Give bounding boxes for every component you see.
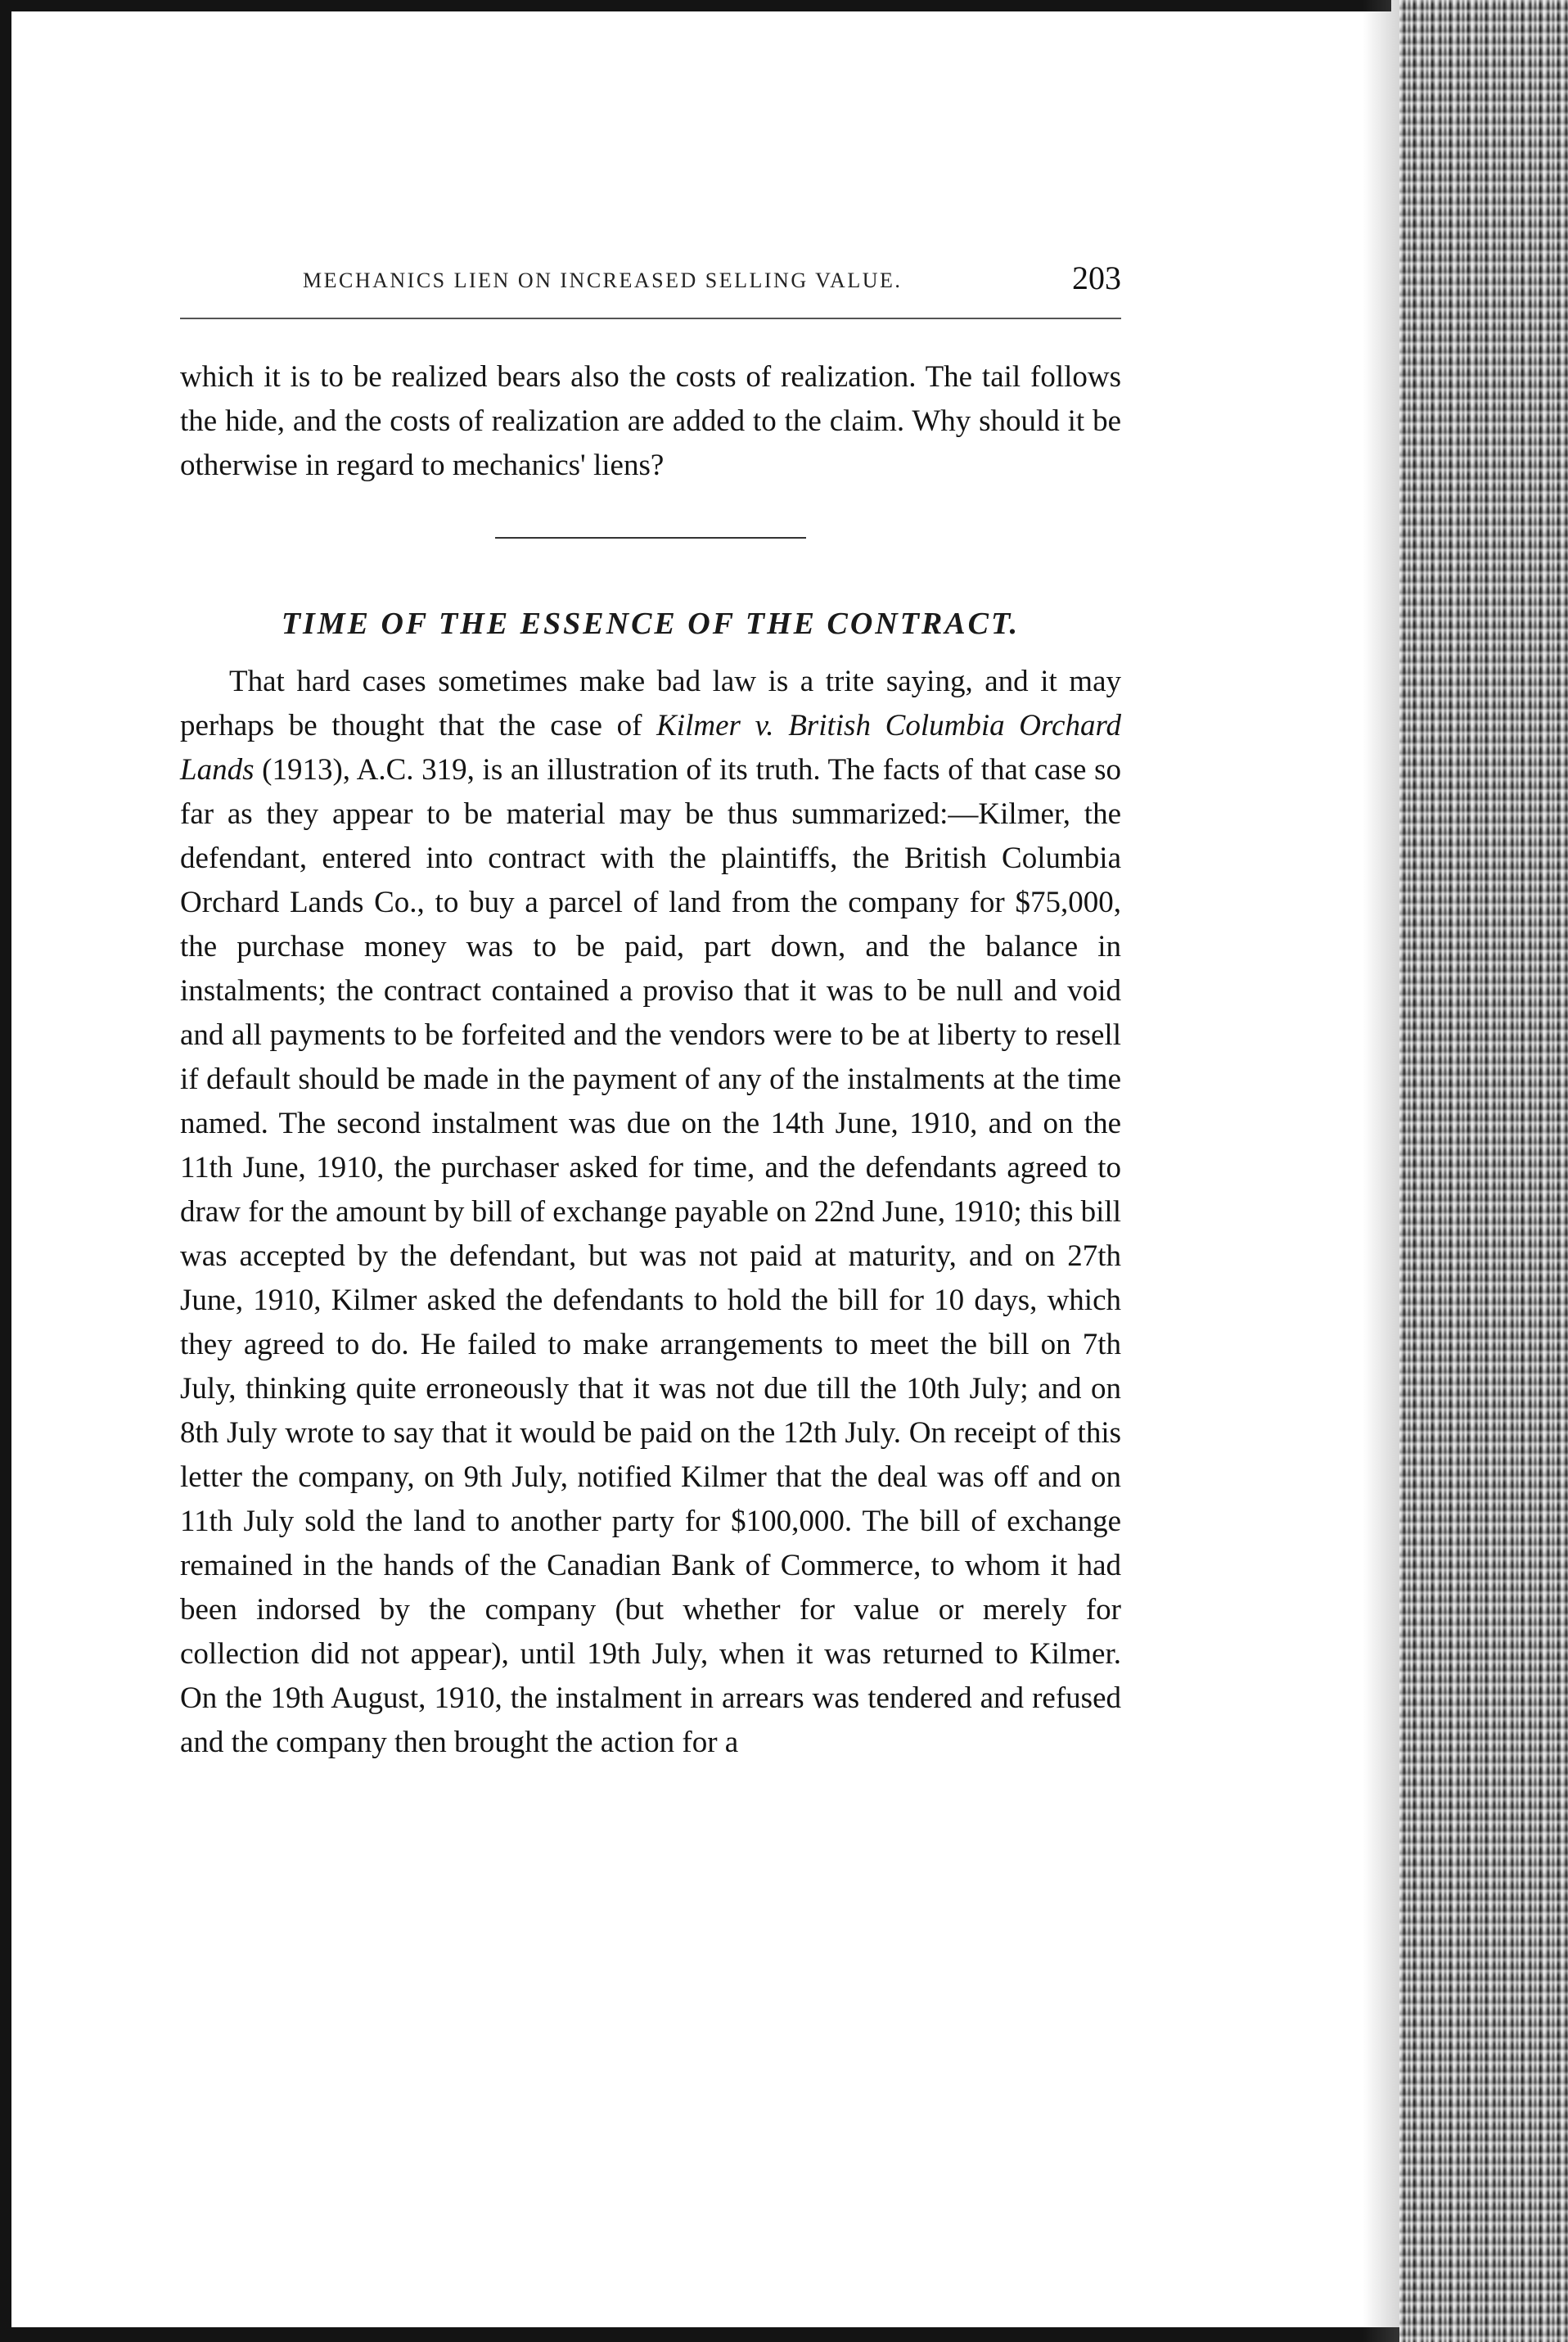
running-title: MECHANICS LIEN ON INCREASED SELLING VALUE. (303, 268, 903, 292)
case-name: Kilmer v. British Columbia Orchard Lands (180, 709, 1121, 787)
running-head (180, 254, 1121, 311)
section-divider (495, 537, 806, 539)
book-page (180, 254, 1121, 1765)
paragraph-body: (1913), A.C. 319, is an illustration of its truth. The facts of that case so far as they appear to be material may be thus summarized:—Kilmer, the defendant, entered into contract with the plaintiffs, the British Columbia Orchard Lands Co., to buy a parcel of land from the company for $75,000, the purchase money was to be paid, part down, and the balance in instalments; the contract contained a proviso that it was to be null and void and all payments to be forfeited and the vendors were to be at liberty to resell if default should be made in the payment of any of the instalments at the time named. The second instalment was due on the 14th June, 1910, and on the 11th June, 1910, the purchaser asked for time, and the defendants agreed to draw for the amount by bill of exchange payable on 22nd June, 1910; this bill was accepted by the defendant, but was not paid at maturity, and on 27th June, 1910, Kilmer asked the defendants to hold the bill for 10 days, which they agreed to do. He failed to make arrangements to meet the bill on 7th July, thinking quite erroneously that it was not due till the 10th July; and on 8th July wrote to say that it would be paid on the 12th July. On receipt of this letter the company, on 9th July, notified Kilmer that the deal was off and on 11th July sold the land to another party for $100,000. The bill of exchange remained in the hands of the Canadian Bank of Commerce, to whom it had been indorsed by the company (but whether for value or merely for collection did not appear), until 19th July, when it was returned to Kilmer. On the 19th August, 1910, the instalment in arrears was tendered and refused and the company then brought the action for a (180, 753, 1121, 1759)
binding-shadow (1363, 0, 1404, 2342)
header-rule (180, 318, 1121, 319)
scan-border-left (0, 0, 11, 2342)
continuation-paragraph: which it is to be realized bears also the costs of realization. The tail follows the hide, and the costs of realization are added to the claim. Why should it be otherwise in regard to mechanics' liens? (180, 360, 1121, 482)
scan-border-bottom (0, 2327, 1416, 2342)
section-heading: TIME OF THE ESSENCE OF THE CONTRACT. (281, 607, 1021, 641)
section-paragraph (180, 660, 1121, 1765)
book-binding-edge (1399, 0, 1568, 2342)
scan-border-top (0, 0, 1391, 11)
paragraph-intro: That hard cases sometimes make bad law is a trite saying, and it may perhaps be thought that the case of (180, 665, 1121, 742)
page-number: 203 (1072, 259, 1121, 296)
